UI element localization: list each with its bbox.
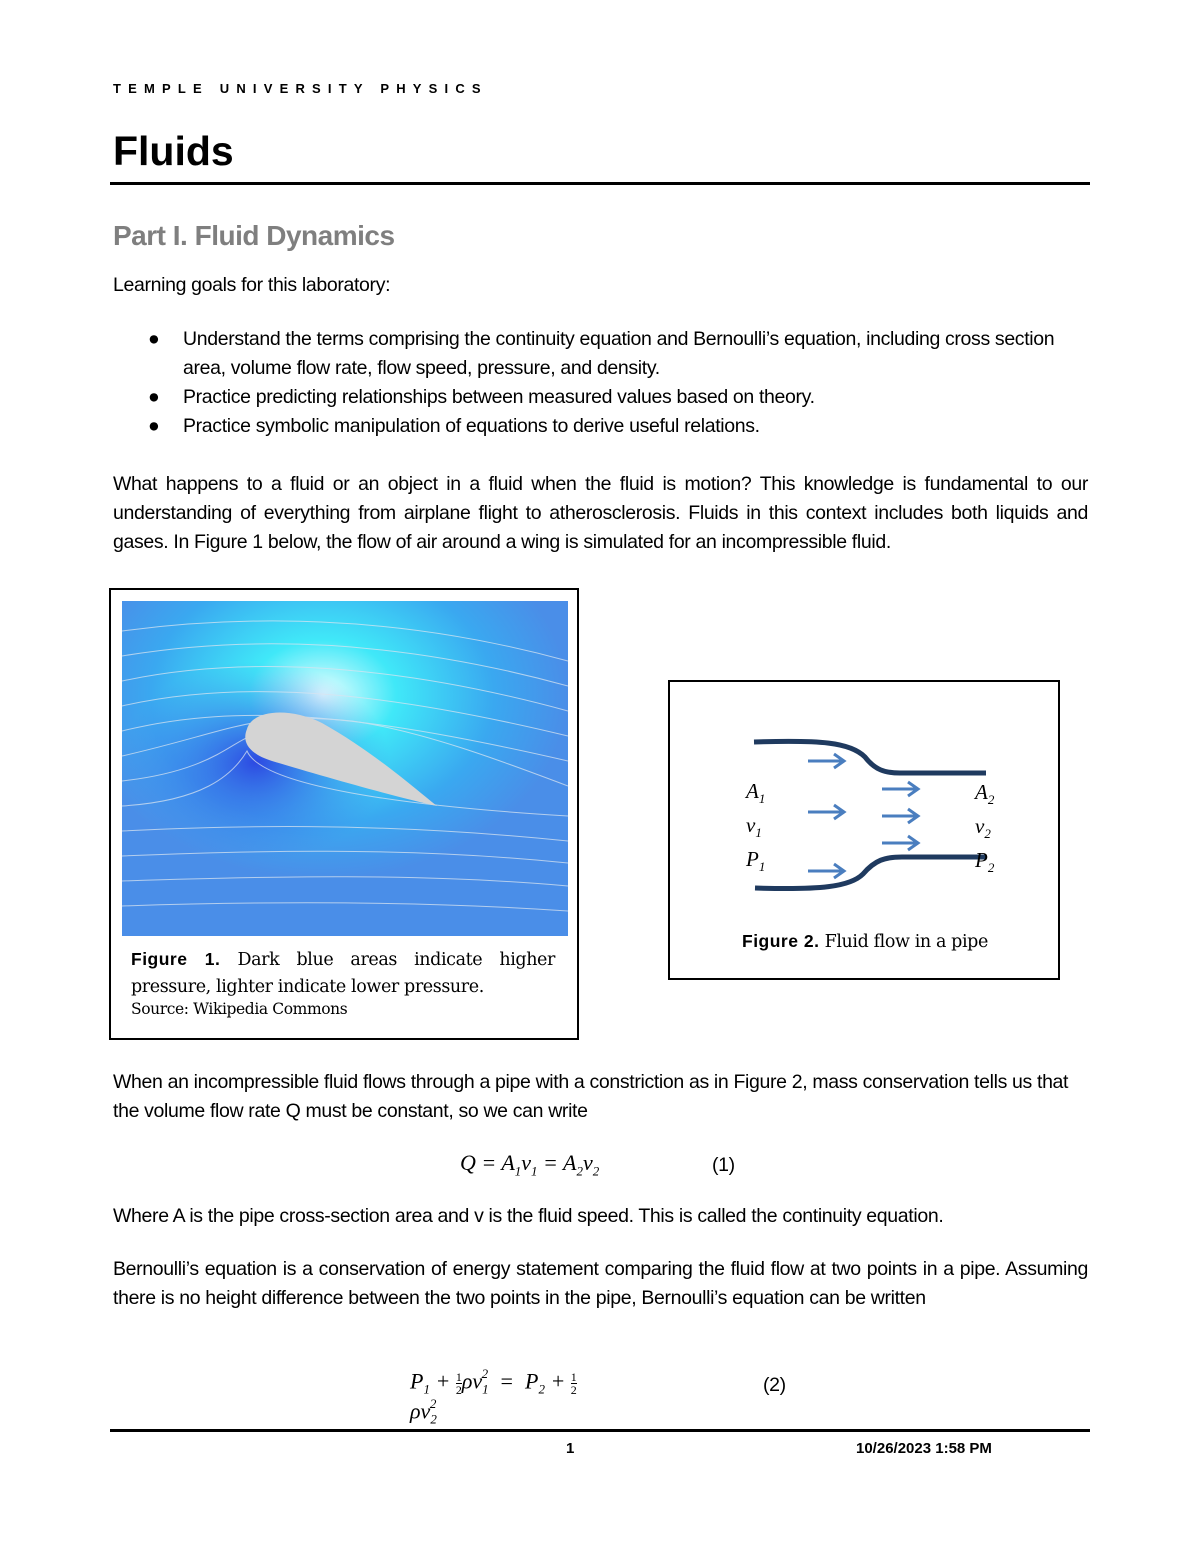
goals-list [113,325,1091,441]
footer-rule [110,1429,1090,1432]
figure-2 [668,680,1060,980]
title-rule [110,182,1090,185]
list-item [113,325,1091,383]
wing-flow-image [122,601,568,936]
caption-text: Fluid flow in a pipe [824,932,988,952]
goal-text: Practice predicting relationships between measured values based on theory. [183,386,815,408]
figure-1-source: Source: Wikipedia Commons [131,1000,348,1018]
section-heading: Part I. Fluid Dynamics [113,220,395,251]
inlet-labels: $A_1$ $v_1$ $P_1$ [746,779,766,875]
bernoulli-equation: $P_1$ + $\frac{1}{2}$ $\rho v_1^2 = P_2$ + $\frac{1}{2}$ $\rho v_2^2$ [410,1366,577,1427]
continuity-paragraph: When an incompressible fluid flows through a pipe with a constriction as in Figure 2, mass conservation tells us that the volume flow rate Q must be constant, so we can write [113,1071,1069,1122]
continuity-definition: Where A is the pipe cross-section area and v is the fluid speed. This is called the continuity equation. [113,1205,944,1227]
figure-label: Figure 1. [131,949,221,969]
figure-2-caption [742,928,1042,956]
bullet-icon: ● [148,328,160,350]
goals-intro: Learning goals for this laboratory: [113,274,391,296]
running-header: TEMPLE UNIVERSITY PHYSICS [113,81,488,96]
bernoulli-paragraph: Bernoulli’s equation is a conservation of energy statement comparing the fluid flow at two points in a pipe. Assuming there is no height difference between the two points in the pipe, Bernoulli’s equation can be written [113,1258,1088,1309]
figure-1-caption [131,946,555,1001]
bullet-icon: ● [148,386,160,408]
list-item [113,412,1091,441]
goal-text: Practice symbolic manipulation of equations to derive useful relations. [183,415,760,437]
equation-1-number: (1) [712,1154,735,1176]
continuity-equation: $Q = A_1v_1 = A_2v_2$ [460,1150,600,1179]
goal-text: Understand the terms comprising the continuity equation and Bernoulli’s equation, including cross section area, volume flow rate, flow speed, pressure, and density. [183,328,1055,379]
outlet-labels: $A_2$ $v_2$ $P_2$ [975,780,995,876]
bullet-icon: ● [148,415,160,437]
equation-2-number: (2) [763,1374,786,1396]
caption-text: Dark blue areas indicate higher pressure, lighter indicate lower pressure. [131,950,555,997]
list-item [113,383,1091,412]
page-title: Fluids [113,128,234,174]
intro-paragraph: What happens to a fluid or an object in a fluid when the fluid is motion? This knowledge is fundamental to our understanding of everything from airplane flight to atherosclerosis. Fluids in this context includes both liquids and gases. In Figure 1 below, the flow of air around a wing is simulated for an incompressible fluid. [113,473,1088,553]
figure-1 [109,588,579,1040]
page-number: 1 [566,1440,575,1457]
figure-label: Figure 2. [742,931,820,951]
footer-timestamp: 10/26/2023 1:58 PM [856,1440,992,1457]
